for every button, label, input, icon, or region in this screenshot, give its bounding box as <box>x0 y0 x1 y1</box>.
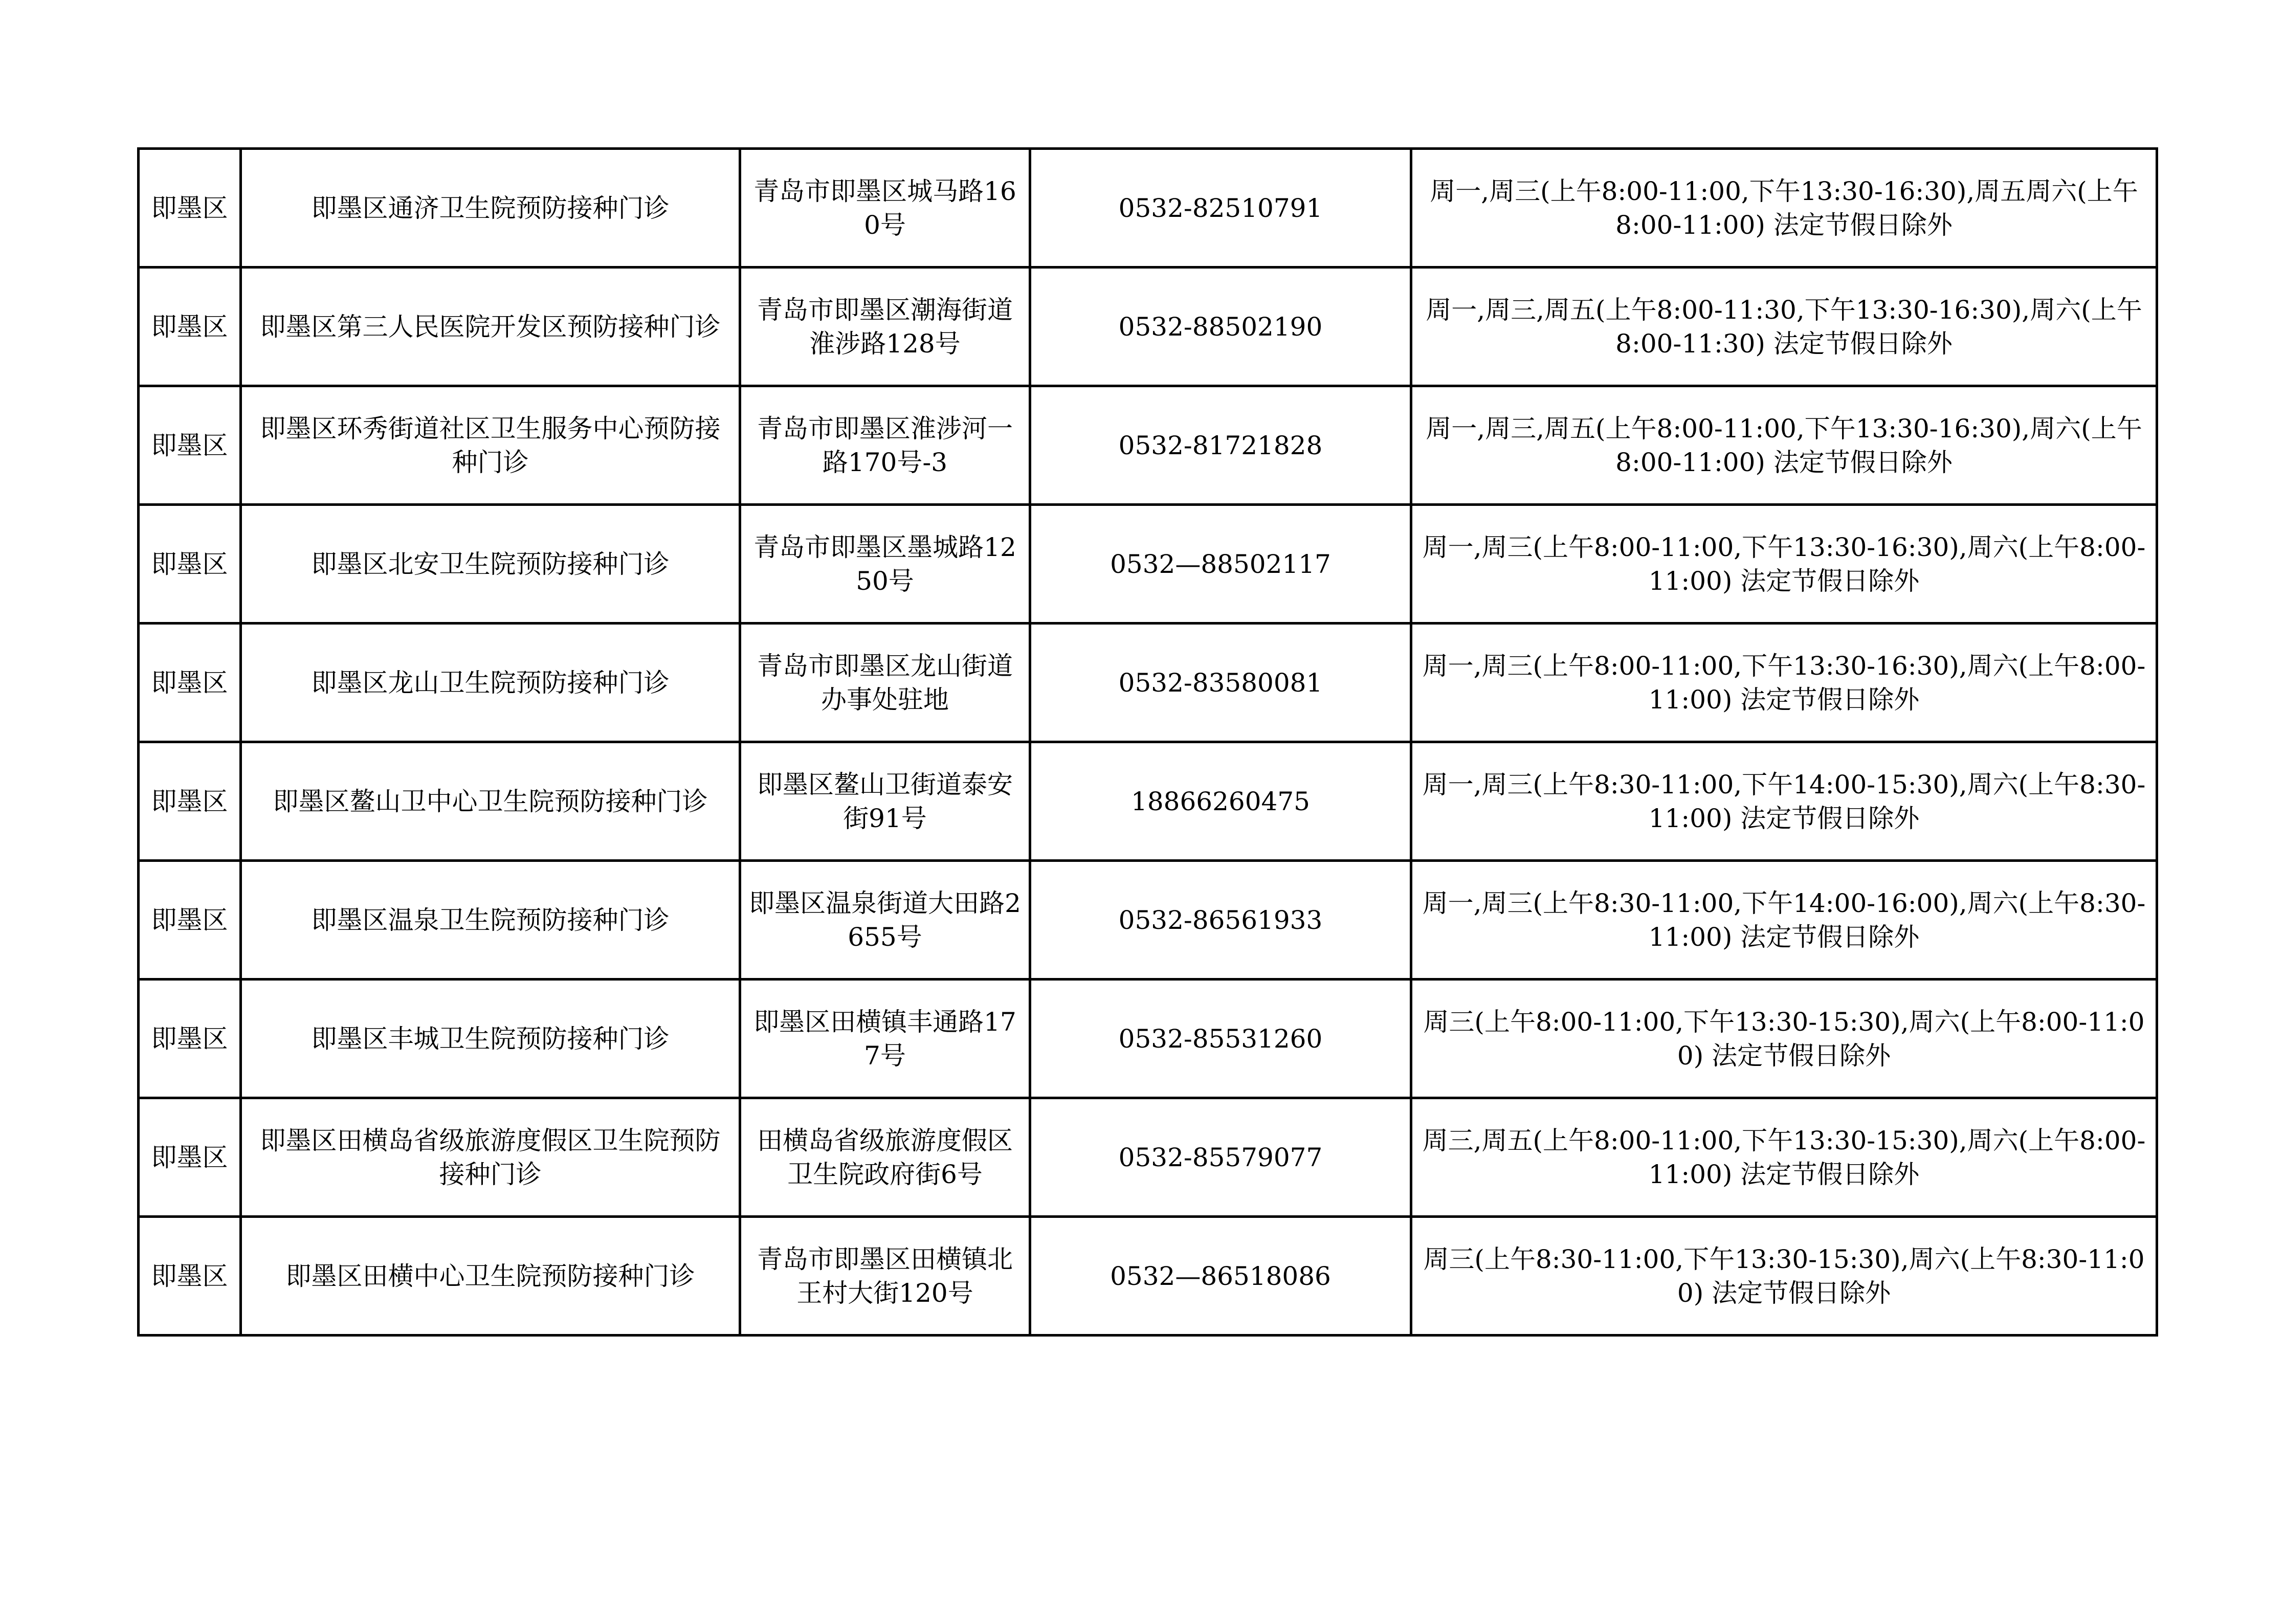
address-cell: 青岛市即墨区淮涉河一路170号-3 <box>740 386 1030 505</box>
table-row <box>139 1098 2157 1217</box>
table-row <box>139 624 2157 742</box>
table-row <box>139 980 2157 1098</box>
district-cell: 即墨区 <box>139 505 241 624</box>
hours-cell: 周三(上午8:30-11:00,下午13:30-15:30),周六(上午8:30-11:00) 法定节假日除外 <box>1411 1217 2157 1336</box>
address-cell: 青岛市即墨区龙山街道办事处驻地 <box>740 624 1030 742</box>
clinic-name-cell: 即墨区通济卫生院预防接种门诊 <box>241 149 740 268</box>
clinic-name-cell: 即墨区田横岛省级旅游度假区卫生院预防接种门诊 <box>241 1098 740 1217</box>
table-row <box>139 505 2157 624</box>
address-cell: 即墨区田横镇丰通路177号 <box>740 980 1030 1098</box>
address-cell: 青岛市即墨区墨城路1250号 <box>740 505 1030 624</box>
district-cell: 即墨区 <box>139 149 241 268</box>
clinic-table-body <box>139 149 2157 1336</box>
hours-cell: 周一,周三(上午8:00-11:00,下午13:30-16:30),周五周六(上午8:00-11:00) 法定节假日除外 <box>1411 149 2157 268</box>
table-row <box>139 742 2157 861</box>
district-cell: 即墨区 <box>139 386 241 505</box>
district-cell: 即墨区 <box>139 1217 241 1336</box>
address-cell: 青岛市即墨区田横镇北王村大街120号 <box>740 1217 1030 1336</box>
hours-cell: 周一,周三(上午8:30-11:00,下午14:00-15:30),周六(上午8:30-11:00) 法定节假日除外 <box>1411 742 2157 861</box>
clinic-name-cell: 即墨区环秀街道社区卫生服务中心预防接种门诊 <box>241 386 740 505</box>
clinic-name-cell: 即墨区第三人民医院开发区预防接种门诊 <box>241 268 740 386</box>
clinic-table <box>137 147 2158 1337</box>
address-cell: 青岛市即墨区潮海街道淮涉路128号 <box>740 268 1030 386</box>
phone-cell: 0532-81721828 <box>1030 386 1411 505</box>
hours-cell: 周一,周三(上午8:00-11:00,下午13:30-16:30),周六(上午8:00-11:00) 法定节假日除外 <box>1411 505 2157 624</box>
phone-cell: 18866260475 <box>1030 742 1411 861</box>
district-cell: 即墨区 <box>139 742 241 861</box>
district-cell: 即墨区 <box>139 624 241 742</box>
phone-cell: 0532-83580081 <box>1030 624 1411 742</box>
clinic-name-cell: 即墨区鳌山卫中心卫生院预防接种门诊 <box>241 742 740 861</box>
phone-cell: 0532-88502190 <box>1030 268 1411 386</box>
district-cell: 即墨区 <box>139 1098 241 1217</box>
hours-cell: 周一,周三,周五(上午8:00-11:00,下午13:30-16:30),周六(上午8:00-11:00) 法定节假日除外 <box>1411 386 2157 505</box>
hours-cell: 周三,周五(上午8:00-11:00,下午13:30-15:30),周六(上午8:00-11:00) 法定节假日除外 <box>1411 1098 2157 1217</box>
clinic-name-cell: 即墨区田横中心卫生院预防接种门诊 <box>241 1217 740 1336</box>
address-cell: 田横岛省级旅游度假区卫生院政府街6号 <box>740 1098 1030 1217</box>
district-cell: 即墨区 <box>139 268 241 386</box>
hours-cell: 周三(上午8:00-11:00,下午13:30-15:30),周六(上午8:00-11:00) 法定节假日除外 <box>1411 980 2157 1098</box>
clinic-name-cell: 即墨区北安卫生院预防接种门诊 <box>241 505 740 624</box>
address-cell: 即墨区鳌山卫街道泰安街91号 <box>740 742 1030 861</box>
phone-cell: 0532—86518086 <box>1030 1217 1411 1336</box>
clinic-name-cell: 即墨区温泉卫生院预防接种门诊 <box>241 861 740 980</box>
district-cell: 即墨区 <box>139 980 241 1098</box>
table-row <box>139 1217 2157 1336</box>
hours-cell: 周一,周三,周五(上午8:00-11:30,下午13:30-16:30),周六(上午8:00-11:30) 法定节假日除外 <box>1411 268 2157 386</box>
table-row <box>139 861 2157 980</box>
table-row <box>139 386 2157 505</box>
phone-cell: 0532—88502117 <box>1030 505 1411 624</box>
hours-cell: 周一,周三(上午8:00-11:00,下午13:30-16:30),周六(上午8:00-11:00) 法定节假日除外 <box>1411 624 2157 742</box>
address-cell: 青岛市即墨区城马路160号 <box>740 149 1030 268</box>
phone-cell: 0532-85579077 <box>1030 1098 1411 1217</box>
table-row <box>139 268 2157 386</box>
phone-cell: 0532-85531260 <box>1030 980 1411 1098</box>
table-row <box>139 149 2157 268</box>
phone-cell: 0532-82510791 <box>1030 149 1411 268</box>
clinic-name-cell: 即墨区丰城卫生院预防接种门诊 <box>241 980 740 1098</box>
phone-cell: 0532-86561933 <box>1030 861 1411 980</box>
clinic-name-cell: 即墨区龙山卫生院预防接种门诊 <box>241 624 740 742</box>
hours-cell: 周一,周三(上午8:30-11:00,下午14:00-16:00),周六(上午8:30-11:00) 法定节假日除外 <box>1411 861 2157 980</box>
district-cell: 即墨区 <box>139 861 241 980</box>
address-cell: 即墨区温泉街道大田路2655号 <box>740 861 1030 980</box>
